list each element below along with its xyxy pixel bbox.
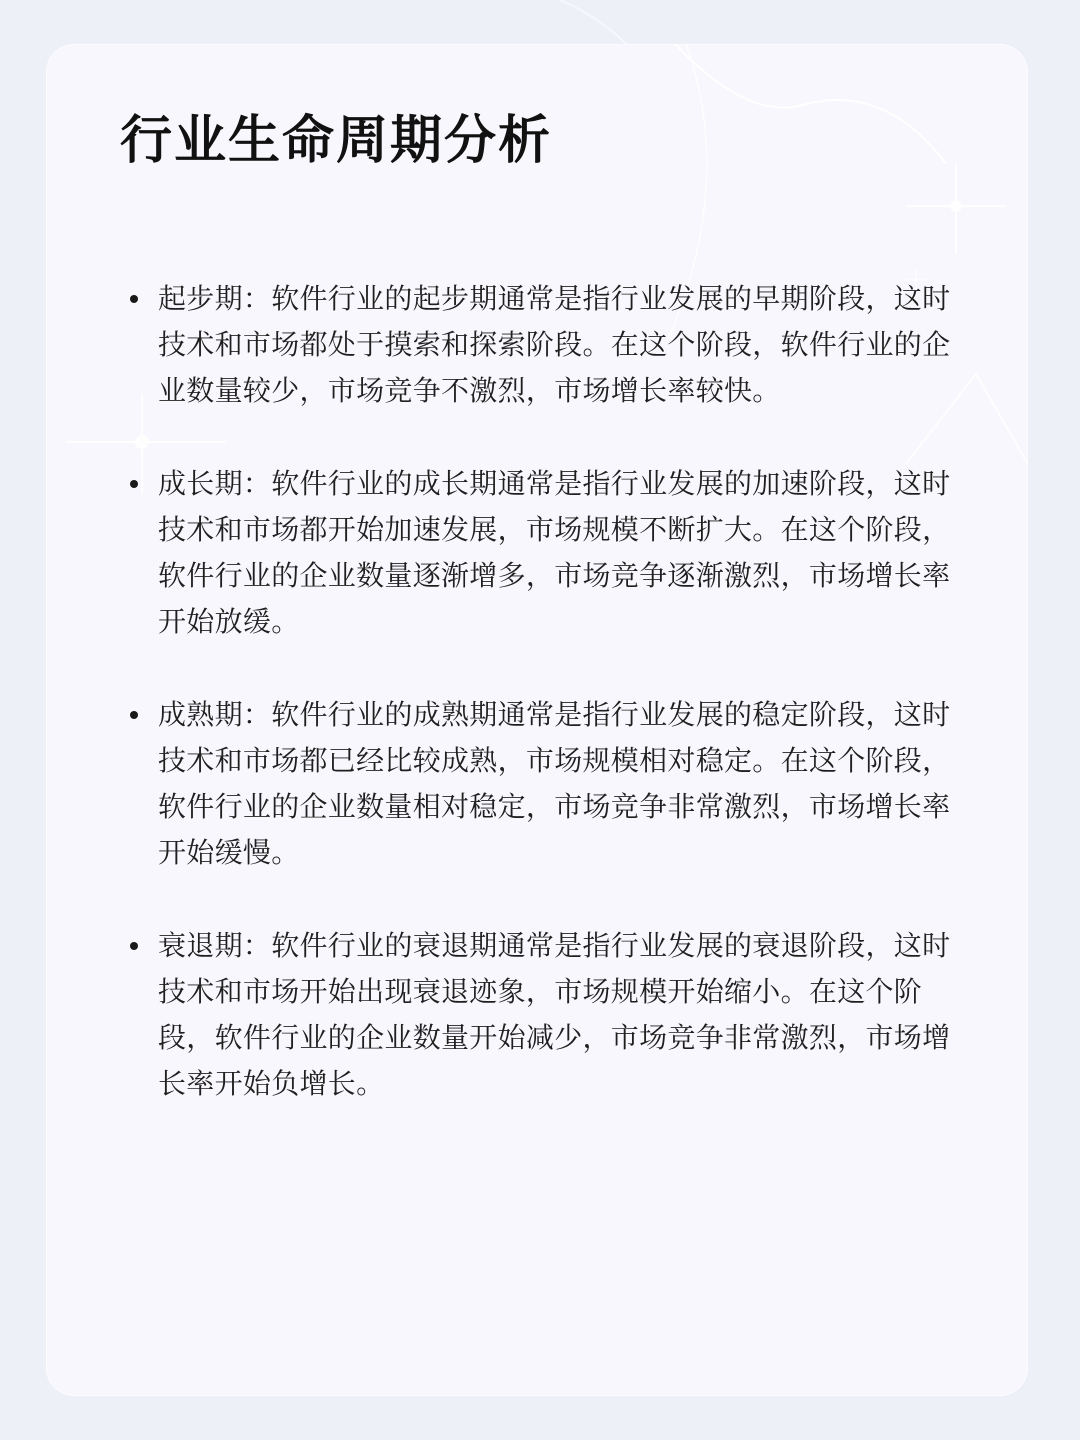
stage-text: 起步期：软件行业的起步期通常是指行业发展的早期阶段，这时技术和市场都处于摸索和探索阶段。在这个阶段，软件行业的企业数量较少，市场竞争不激烈，市场增长率较快。 (158, 282, 951, 407)
bullet-dot (130, 942, 138, 950)
stage-item-startup (120, 276, 960, 414)
bullet-dot (130, 480, 138, 488)
page-title: 行业生命周期分析 (120, 111, 553, 171)
stage-text: 衰退期：软件行业的衰退期通常是指行业发展的衰退阶段，这时技术和市场开始出现衰退迹象，市场规模开始缩小。在这个阶段，软件行业的企业数量开始减少，市场竞争非常激烈，市场增长率开始负增长。 (158, 929, 951, 1100)
content-card (46, 44, 1028, 1396)
stage-text: 成长期：软件行业的成长期通常是指行业发展的加速阶段，这时技术和市场都开始加速发展，市场规模不断扩大。在这个阶段，软件行业的企业数量逐渐增多，市场竞争逐渐激烈，市场增长率开始放缓。 (158, 467, 951, 638)
bullet-dot (130, 711, 138, 719)
stage-text: 成熟期：软件行业的成熟期通常是指行业发展的稳定阶段，这时技术和市场都已经比较成熟，市场规模相对稳定。在这个阶段，软件行业的企业数量相对稳定，市场竞争非常激烈，市场增长率开始缓慢。 (158, 698, 951, 869)
lifecycle-stage-list (120, 276, 960, 1154)
stage-item-maturity (120, 692, 960, 876)
stage-item-growth (120, 461, 960, 645)
stage-item-decline (120, 923, 960, 1107)
bullet-dot (130, 295, 138, 303)
